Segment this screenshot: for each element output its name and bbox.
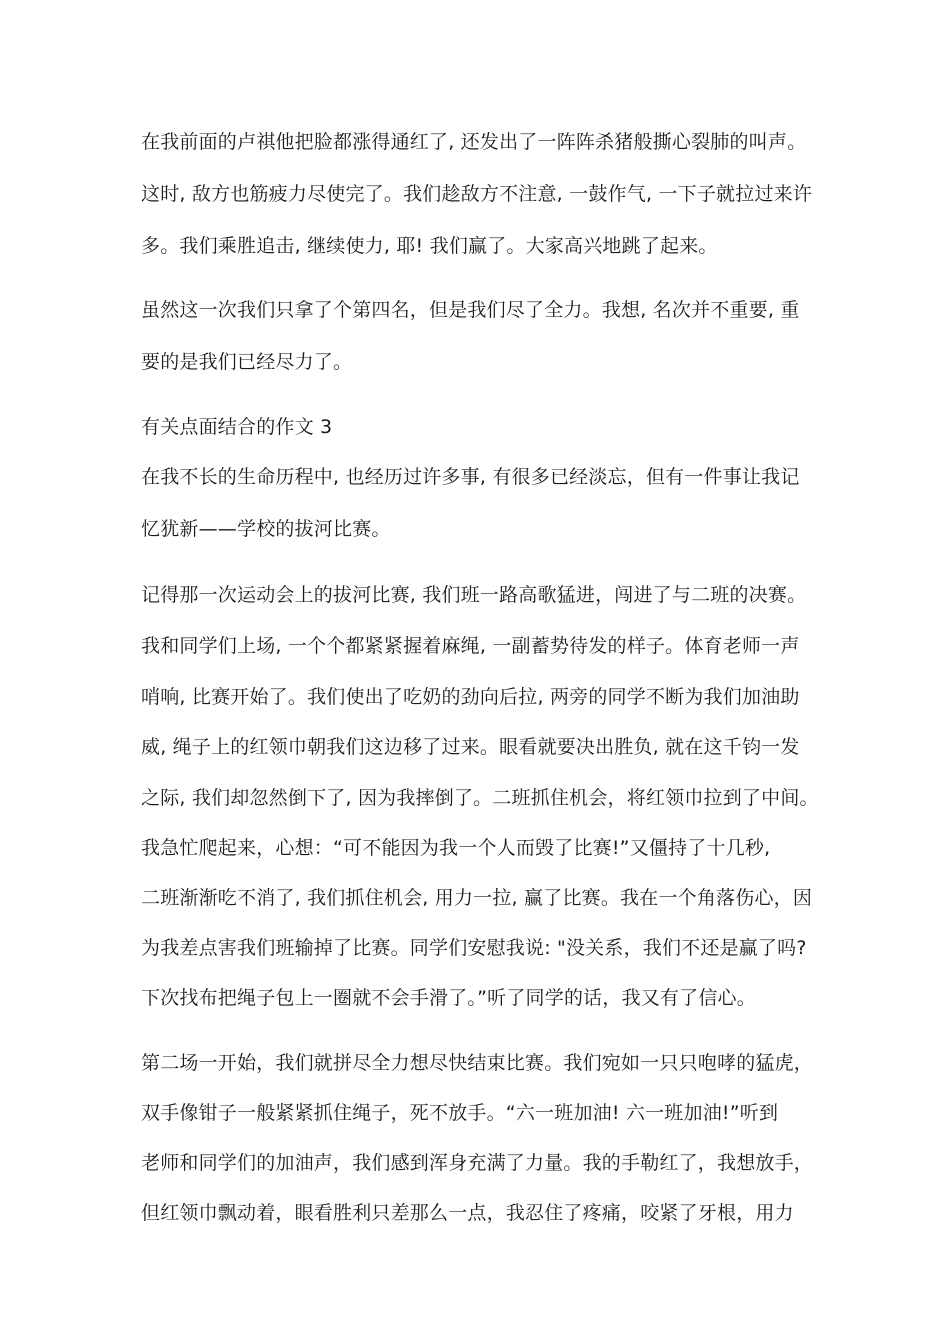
text-line: 我和同学们上场, 一个个都紧紧握着麻绳, 一副蓄势待发的样子。体育老师一声 xyxy=(141,635,800,657)
text-line: 威, 绳子上的红领巾朝我们这边移了过来。眼看就要决出胜负, 就在这千钧一发 xyxy=(141,736,800,758)
text-line: 双手像钳子一般紧紧抓住绳子，死不放手。“六一班加油! 六一班加油!”听到 xyxy=(141,1102,779,1124)
text-line: 下次找布把绳子包上一圈就不会手滑了。”听了同学的话，我又有了信心。 xyxy=(141,987,756,1009)
text-line: 这时, 敌方也筋疲力尽使完了。我们趁敌方不注意, 一鼓作气, 一下子就拉过来许 xyxy=(141,183,813,205)
section-heading: 有关点面结合的作文 3 xyxy=(141,416,333,438)
text-line: 老师和同学们的加油声，我们感到浑身充满了力量。我的手勒红了，我想放手， xyxy=(141,1152,814,1174)
text-line: 二班渐渐吃不消了, 我们抓住机会, 用力一拉, 赢了比赛。我在一个角落伤心，因 xyxy=(141,887,813,909)
text-line: 哨响, 比赛开始了。我们使出了吃奶的劲向后拉, 两旁的同学不断为我们加油助 xyxy=(141,686,800,708)
text-line: 第二场一开始，我们就拼尽全力想尽快结束比赛。我们宛如一只只咆哮的猛虎， xyxy=(141,1052,814,1074)
text-line: 为我差点害我们班输掉了比赛。同学们安慰我说: "没关系，我们不还是赢了吗? xyxy=(141,937,807,959)
text-line: 虽然这一次我们只拿了个第四名，但是我们尽了全力。我想, 名次并不重要, 重 xyxy=(141,299,800,321)
text-line: 多。我们乘胜追击, 继续使力, 耶! 我们赢了。大家高兴地跳了起来。 xyxy=(141,235,718,257)
text-line: 之际, 我们却忽然倒下了, 因为我摔倒了。二班抓住机会，将红领巾拉到了中间。 xyxy=(141,787,819,809)
text-line: 要的是我们已经尽力了。 xyxy=(141,351,353,373)
text-line: 但红领巾飘动着，眼看胜利只差那么一点，我忍住了疼痛，咬紧了牙根，用力 xyxy=(141,1202,794,1224)
text-line: 在我不长的生命历程中, 也经历过许多事, 有很多已经淡忘，但有一件事让我记 xyxy=(141,466,800,488)
text-line: 忆犹新——学校的拔河比赛。 xyxy=(141,518,391,540)
text-line: 我急忙爬起来，心想：“可不能因为我一个人而毁了比赛!”又僵持了十几秒, xyxy=(141,837,771,859)
text-line: 记得那一次运动会上的拔河比赛, 我们班一路高歌猛进，闯进了与二班的决赛。 xyxy=(141,584,807,606)
text-line: 在我前面的卢祺他把脸都涨得通红了, 还发出了一阵阵杀猪般撕心裂肺的叫声。 xyxy=(141,131,807,153)
